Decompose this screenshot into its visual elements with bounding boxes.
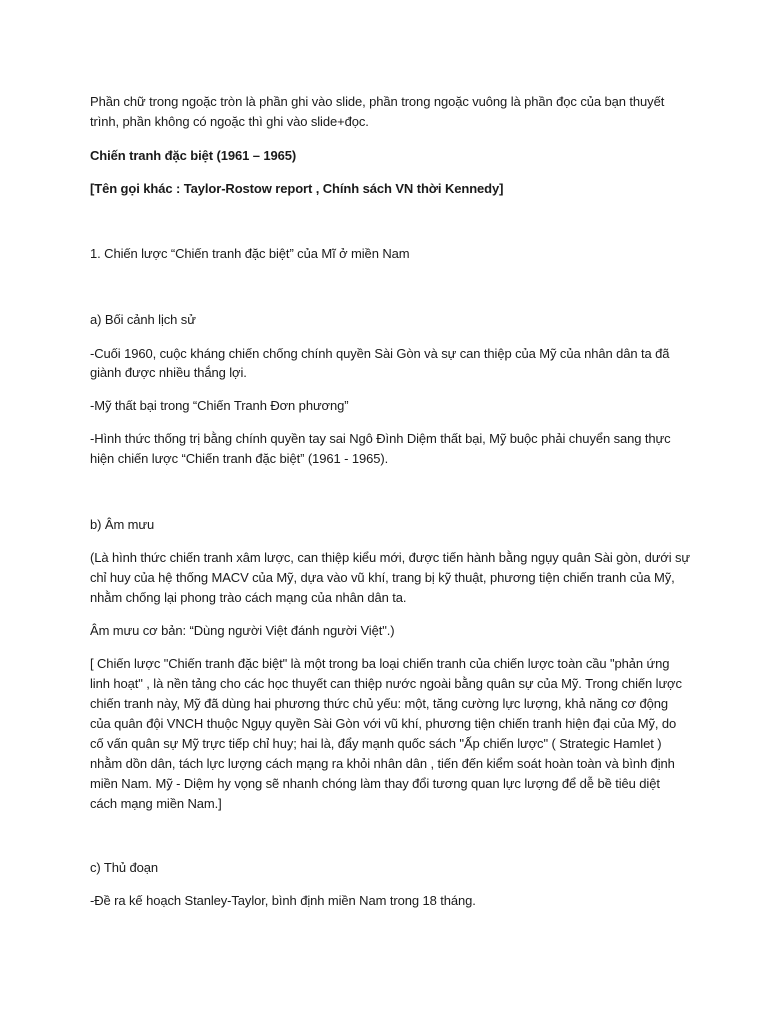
section-b-para3-line-3: chiến tranh này, Mỹ đã dùng hai phương thức chủ yếu: một, tăng cường lực lượng, khả năng cơ động [90,696,668,711]
section-b-para1-line-2: chỉ huy của hệ thống MACV của Mỹ, dựa vào vũ khí, trang bị kỹ thuật, phương tiện chiến tranh của Mỹ, [90,570,675,585]
section-c-para1: -Đề ra kế hoạch Stanley-Taylor, bình định miền Nam trong 18 tháng. [90,893,476,908]
section-a-para3-line-1: -Hình thức thống trị bằng chính quyền tay sai Ngô Đình Diệm thất bại, Mỹ buộc phải chuyển sang thực [90,431,671,446]
section-b-para3-line-4: của quân đội VNCH thuộc Ngụy quyền Sài Gòn với vũ khí, phương tiện chiến tranh hiện đại của Mỹ, do [90,716,677,731]
section-b-para1-line-1: (Là hình thức chiến tranh xâm lược, can thiệp kiểu mới, được tiến hành bằng ngụy quân Sài gòn, dưới sự [90,550,691,565]
section-1-heading: 1. Chiến lược “Chiến tranh đặc biệt” của Mĩ ở miền Nam [90,246,410,261]
document-title: Chiến tranh đặc biệt (1961 – 1965) [90,148,297,163]
section-a-para3-line-2: hiện chiến lược “Chiến tranh đặc biệt” (1961 - 1965). [90,451,389,466]
section-a-para2: -Mỹ thất bại trong “Chiến Tranh Đơn phương” [90,398,349,413]
section-b-heading: b) Âm mưu [90,517,155,532]
section-b-para3-line-5: cố vấn quân sự Mỹ trực tiếp chỉ huy; hai là, đẩy mạnh quốc sách "Ấp chiến lược" ( Strategic Hamlet ) [90,736,662,751]
section-a-heading: a) Bối cảnh lịch sử [90,312,196,327]
section-a-para1-line-2: giành được nhiều thắng lợi. [90,365,247,380]
section-b-para2: Âm mưu cơ bản: “Dùng người Việt đánh người Việt".) [90,623,395,638]
section-b-para3-line-1: [ Chiến lược "Chiến tranh đặc biệt" là một trong ba loại chiến tranh của chiến lược toàn cầu "phản ứng [90,656,670,671]
alternate-names: [Tên gọi khác : Taylor-Rostow report , Chính sách VN thời Kennedy] [90,181,504,196]
section-b-para3-line-8: cách mạng miền Nam.] [90,796,222,811]
intro-line-2: trình, phần không có ngoặc thì ghi vào slide+đọc. [90,114,369,129]
section-c-heading: c) Thủ đoạn [90,860,159,875]
section-b-para3-line-6: nhằm dồn dân, tách lực lượng cách mạng ra khỏi nhân dân , tiến đến kiểm soát hoàn toàn và bình định [90,756,675,771]
intro-line-1: Phần chữ trong ngoặc tròn là phần ghi vào slide, phần trong ngoặc vuông là phần đọc của bạn thuyết [90,94,665,109]
section-b-para1-line-3: nhằm chống lại phong trào cách mạng của nhân dân ta. [90,590,407,605]
section-a-para1-line-1: -Cuối 1960, cuộc kháng chiến chống chính quyền Sài Gòn và sự can thiệp của Mỹ của nhân dân ta đã [90,346,670,361]
section-b-para3-line-2: linh hoạt" , là nền tảng cho các học thuyết can thiệp nước ngoài bằng quân sự của Mỹ. Trong chiến lược [90,676,682,691]
section-b-para3-line-7: miền Nam. Mỹ - Diệm hy vọng sẽ nhanh chóng làm thay đổi tương quan lực lượng để dễ bề tiêu diệt [90,776,660,791]
